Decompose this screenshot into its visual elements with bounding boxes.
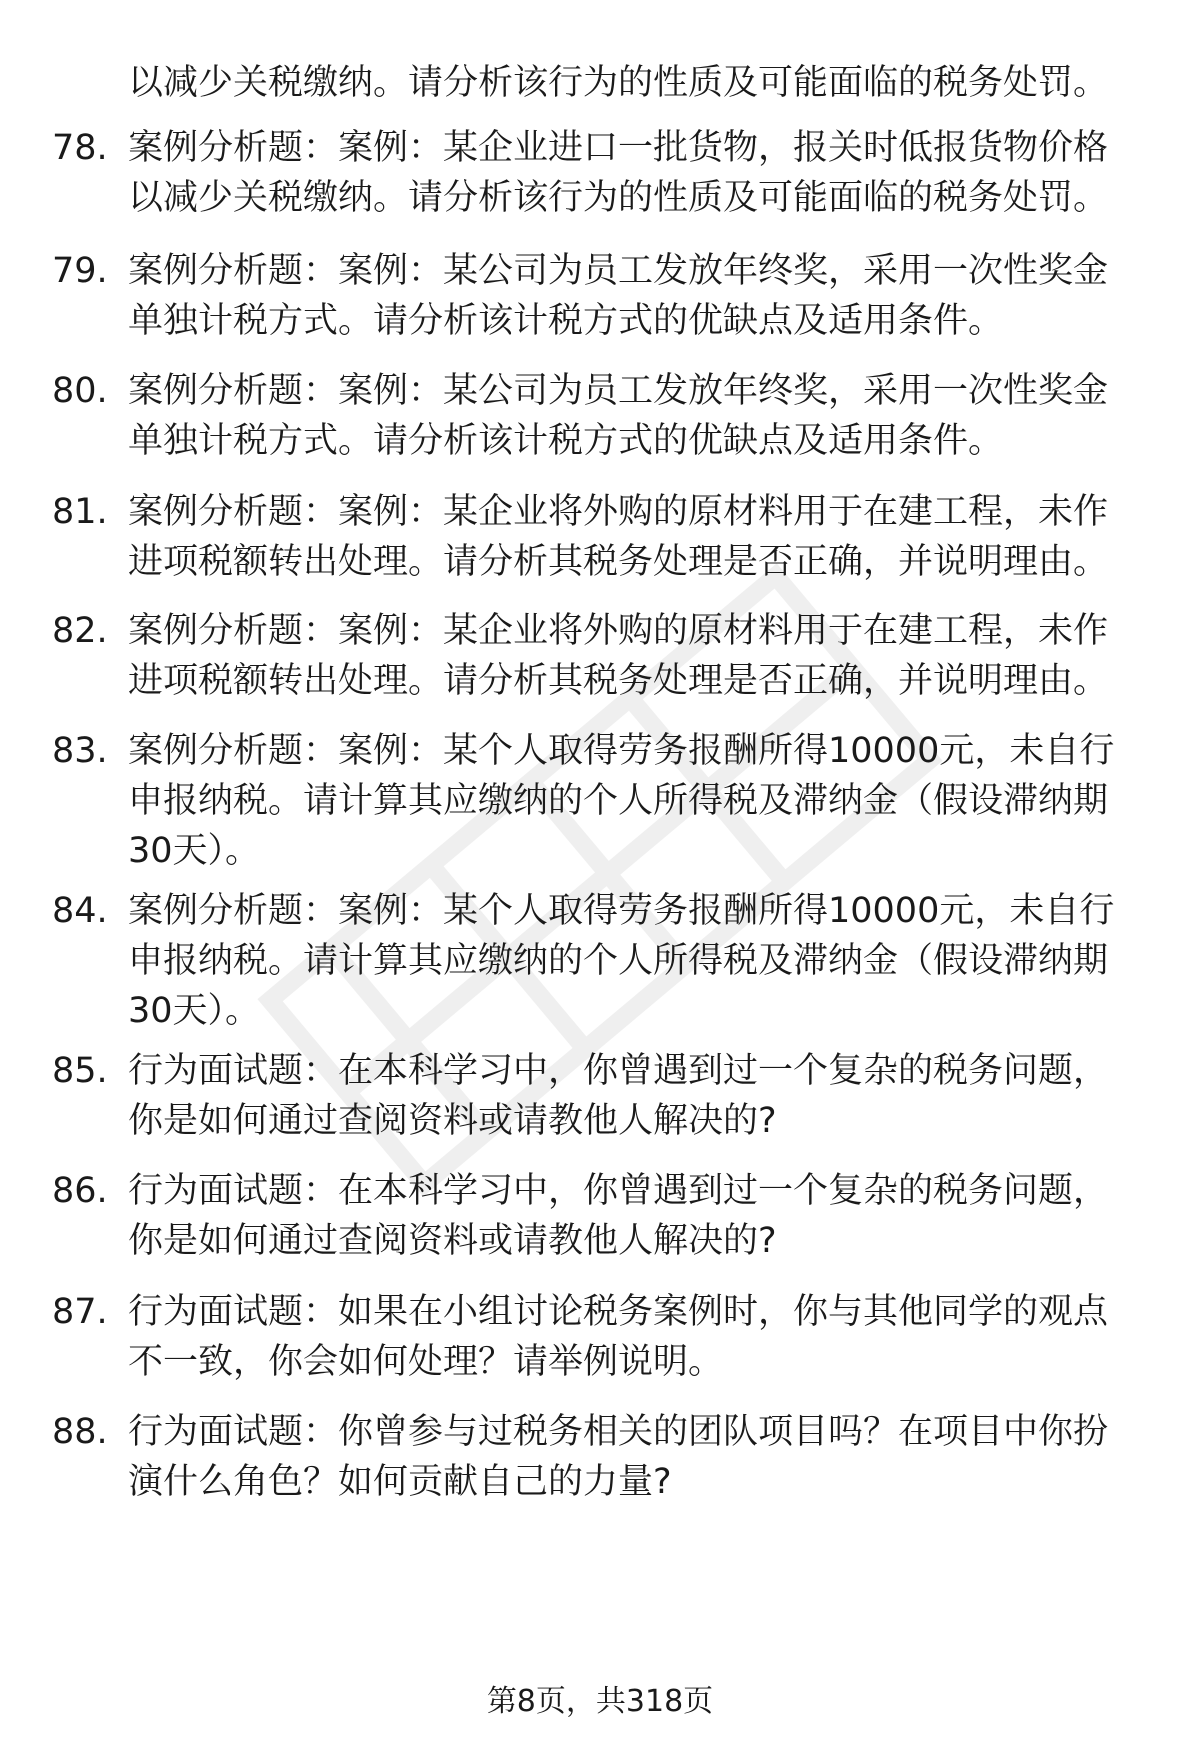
question-text [128, 726, 1148, 876]
question-number: 81. [52, 492, 108, 532]
question-text-line: 案例分析题：案例：某个人取得劳务报酬所得10000元，未自行 [128, 891, 1115, 931]
question-text [128, 1046, 1148, 1146]
question-number: 83. [52, 731, 108, 771]
question-text-line: 案例分析题：案例：某公司为员工发放年终奖，采用一次性奖金 [128, 371, 1109, 411]
question-text-line: 进项税额转出处理。请分析其税务处理是否正确，并说明理由。 [128, 661, 1109, 701]
question-text [128, 487, 1148, 587]
question-text [128, 246, 1148, 346]
question-text [128, 886, 1148, 1036]
question-text-line: 行为面试题：你曾参与过税务相关的团队项目吗？在项目中你扮 [128, 1412, 1109, 1452]
question-number: 84. [52, 891, 108, 931]
question-text-line: 不一致，你会如何处理？请举例说明。 [128, 1342, 724, 1382]
question-text-line: 你是如何通过查阅资料或请教他人解决的? [128, 1221, 777, 1261]
question-text [128, 1166, 1148, 1266]
question-text [128, 1407, 1148, 1507]
question-text-line: 案例分析题：案例：某公司为员工发放年终奖，采用一次性奖金 [128, 251, 1109, 291]
page-number-footer: 第8页，共318页 [486, 1684, 714, 1719]
question-text [128, 1287, 1148, 1387]
question-number: 79. [52, 251, 108, 291]
question-number: 82. [52, 611, 108, 651]
question-text-line: 进项税额转出处理。请分析其税务处理是否正确，并说明理由。 [128, 542, 1109, 582]
question-number: 87. [52, 1292, 108, 1332]
question-text [128, 606, 1148, 706]
question-number: 88. [52, 1412, 108, 1452]
question-text-line: 行为面试题：在本科学习中，你曾遇到过一个复杂的税务问题， [128, 1051, 1109, 1091]
question-text [128, 123, 1148, 223]
question-text-line: 单独计税方式。请分析该计税方式的优缺点及适用条件。 [128, 301, 1004, 341]
question-text-line: 行为面试题：如果在小组讨论税务案例时，你与其他同学的观点 [128, 1292, 1109, 1332]
question-text-line: 案例分析题：案例：某企业将外购的原材料用于在建工程，未作 [128, 492, 1109, 532]
question-text-line: 案例分析题：案例：某个人取得劳务报酬所得10000元，未自行 [128, 731, 1115, 771]
question-text-line: 你是如何通过查阅资料或请教他人解决的? [128, 1101, 777, 1141]
question-number: 86. [52, 1171, 108, 1211]
question-text-line: 以减少关税缴纳。请分析该行为的性质及可能面临的税务处罚。 [128, 178, 1109, 218]
question-text-line: 案例分析题：案例：某企业进口一批货物，报关时低报货物价格 [128, 128, 1109, 168]
continued-question-text: 以减少关税缴纳。请分析该行为的性质及可能面临的税务处罚。 [128, 63, 1109, 103]
question-text-line: 申报纳税。请计算其应缴纳的个人所得税及滞纳金（假设滞纳期 [128, 781, 1109, 821]
question-text-line: 30天）。 [128, 831, 261, 871]
question-number: 78. [52, 128, 108, 168]
question-text-line: 行为面试题：在本科学习中，你曾遇到过一个复杂的税务问题， [128, 1171, 1109, 1211]
question-text-line: 30天）。 [128, 991, 261, 1031]
question-text-line: 演什么角色？如何贡献自己的力量? [128, 1462, 672, 1502]
question-text-line: 案例分析题：案例：某企业将外购的原材料用于在建工程，未作 [128, 611, 1109, 651]
question-text [128, 366, 1148, 466]
question-number: 80. [52, 371, 108, 411]
question-text-line: 申报纳税。请计算其应缴纳的个人所得税及滞纳金（假设滞纳期 [128, 941, 1109, 981]
question-number: 85. [52, 1051, 108, 1091]
question-text-line: 单独计税方式。请分析该计税方式的优缺点及适用条件。 [128, 421, 1004, 461]
